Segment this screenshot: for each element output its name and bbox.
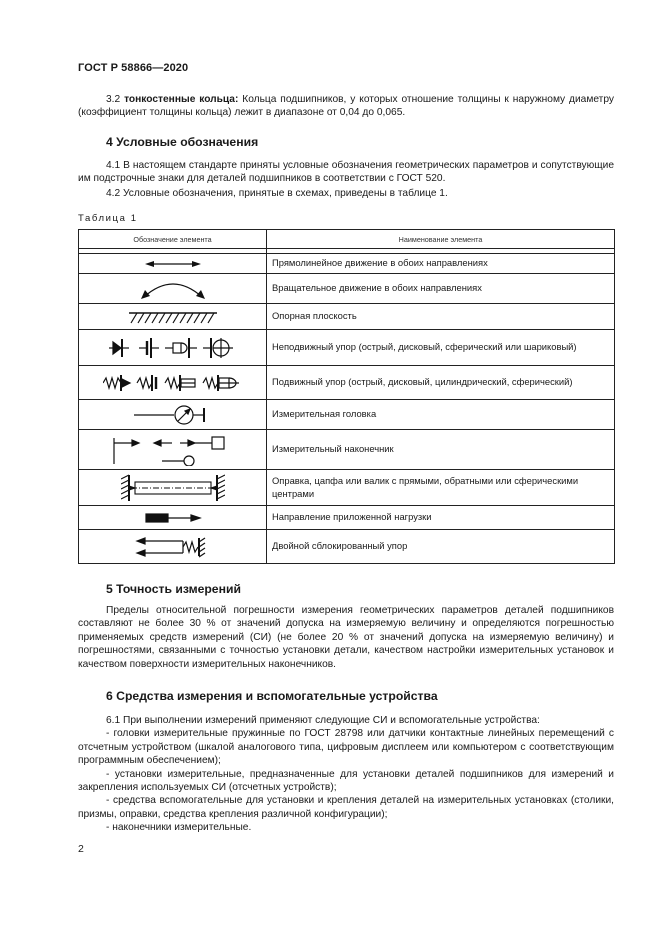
page-number: 2: [78, 843, 84, 855]
table-row: [79, 304, 615, 330]
row-name: Прямолинейное движение в обоих направлениях: [267, 254, 615, 274]
table-row: [79, 366, 615, 400]
table-row: [79, 506, 615, 530]
list-item: - средства вспомогательные для установки и крепления деталей на измерительных установках (столики, призмы, оправки, средства крепления различной конфигурации);: [78, 795, 614, 820]
row-name: Двойной сблокированный упор: [267, 530, 615, 564]
column-header-symbol: Обозначение элемента: [79, 230, 267, 249]
definition-term: тонкостенные кольца:: [124, 94, 239, 105]
bidirectional-linear-arrow-icon: [143, 258, 203, 270]
section-4-title: 4 Условные обозначения: [106, 135, 259, 149]
row-name: Неподвижный упор (острый, дисковый, сферический или шариковый): [267, 330, 615, 366]
row-name: Измерительный наконечник: [267, 430, 615, 470]
fixed-stop-variants-icon: [109, 334, 237, 362]
table-row: [79, 470, 615, 506]
list-item: - головки измерительные пружинные по ГОСТ 28798 или датчики контактные линейных перемещений с отсчетным устройством (шкалой аналогового типа, цифровым дисплеем или компьютером с соответствующим программным обеспечением);: [78, 728, 614, 767]
bidirectional-rotation-arc-icon: [136, 277, 210, 301]
section-4-paragraph-2: 4.2 Условные обозначения, принятые в схемах, приведены в таблице 1.: [106, 188, 448, 199]
section-6-title: 6 Средства измерения и вспомогательные устройства: [106, 689, 438, 703]
column-header-name: Наименование элемента: [267, 230, 615, 249]
support-plane-hatch-icon: [127, 310, 219, 324]
table-row: [79, 430, 615, 470]
load-direction-arrow-icon: [142, 511, 204, 525]
section-5-title: 5 Точность измерений: [106, 582, 241, 596]
table-row: [79, 274, 615, 304]
table-caption: Таблица 1: [78, 213, 138, 224]
mandrel-between-centers-icon: [121, 473, 225, 503]
definition-number: 3.2: [106, 94, 121, 105]
table-row: [79, 254, 615, 274]
section-6-body: [78, 714, 614, 835]
row-name: Измерительная головка: [267, 400, 615, 430]
row-name: Вращательное движение в обоих направлениях: [267, 274, 615, 304]
row-name: Направление приложенной нагрузки: [267, 506, 615, 530]
list-item: - установки измерительные, предназначенные для установки деталей подшипников для измерений и закрепления используемых СИ (отсчетных устройств);: [78, 768, 614, 794]
measuring-head-dial-icon: [132, 403, 214, 427]
table-row: [79, 330, 615, 366]
section-6-paragraph-1: 6.1 При выполнении измерений применяют следующие СИ и вспомогательные устройства:: [106, 715, 540, 726]
table-header-row: [79, 230, 615, 249]
symbols-table: [78, 229, 615, 564]
table-row: [79, 400, 615, 430]
definition-text: Кольца подшипников, у которых отношение толщины к наружному диаметру (коэффициент толщины кольца) лежит в диапазоне от 0,04 до 0,065.: [78, 94, 614, 119]
row-name: Опорная плоскость: [267, 304, 615, 330]
double-locked-stop-icon: [135, 534, 211, 560]
movable-stop-variants-icon: [103, 370, 243, 396]
list-item: - наконечники измерительные.: [106, 822, 252, 834]
standard-header: ГОСТ Р 58866—2020: [78, 62, 189, 74]
measuring-tip-variants-icon: [112, 434, 234, 466]
section-5-paragraph: Пределы относительной погрешности измерения геометрических параметров деталей подшипников составляют не более 30 % от значений допуска на измеряемую величину и определяются погрешностью применяемых средств измерений (СИ) (не более 20 % от значений допуска на измеряемую величину) и погрешностями, связанными с точностью установки детали, качеством настройки измерительных установок и качеством поверхности измерительных наконечников.: [78, 605, 614, 670]
table-row: [79, 530, 615, 564]
row-name: Оправка, цапфа или валик с прямыми, обратными или сферическими центрами: [267, 470, 615, 506]
row-name: Подвижный упор (острый, дисковый, цилиндрический, сферический): [267, 366, 615, 400]
definition-3-2: [78, 93, 614, 120]
section-4-paragraph-1: 4.1 В настоящем стандарте приняты условные обозначения геометрических параметров и сопутствующие им подстрочные знаки для деталей подшипников в соответствии с ГОСТ 520.: [78, 160, 614, 185]
